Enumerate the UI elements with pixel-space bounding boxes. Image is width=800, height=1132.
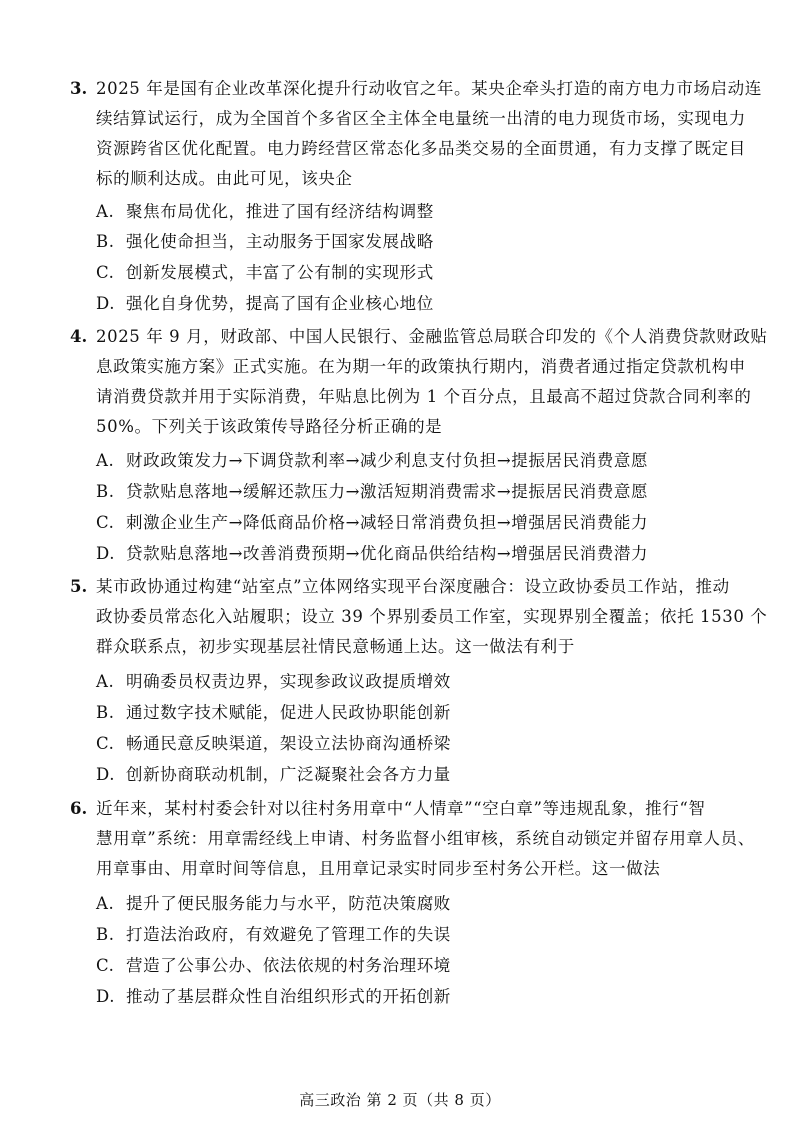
option-letter: C. <box>96 263 115 282</box>
option-d <box>96 543 648 565</box>
option-a <box>96 671 451 693</box>
option-a <box>96 201 434 223</box>
question-number: 3. <box>70 79 88 98</box>
question-stem-line: 用章事由、用章时间等信息，且用章记录实时同步至村务公开栏。这一做法 <box>96 859 661 878</box>
question-number: 5. <box>70 577 88 596</box>
option-text: 贷款贴息落地→改善消费预期→优化商品供给结构→增强居民消费潜力 <box>126 544 649 563</box>
question-stem-line: 资源跨省区优化配置。电力跨经营区常态化多品类交易的全面贯通，有力支撑了既定目 <box>96 139 746 158</box>
question-number: 4. <box>70 327 88 346</box>
option-a <box>96 450 648 472</box>
option-d <box>96 293 434 315</box>
question-stem-line: 续结算试运行，成为全国首个多省区全主体全电量统一出清的电力现货市场，实现电力 <box>96 109 746 128</box>
option-a <box>96 893 451 915</box>
question-stem-line: 50%。下列关于该政策传导路径分析正确的是 <box>96 417 443 436</box>
option-letter: B. <box>96 482 115 501</box>
option-d <box>96 986 451 1008</box>
option-letter: B. <box>96 232 115 251</box>
option-text: 通过数字技术赋能，促进人民政协职能创新 <box>126 703 451 722</box>
option-letter: B. <box>96 703 115 722</box>
option-text: 财政政策发力→下调贷款利率→减少利息支付负担→提振居民消费意愿 <box>126 451 649 470</box>
option-letter: D. <box>96 544 116 563</box>
option-text: 明确委员权责边界，实现参政议政提质增效 <box>126 672 451 691</box>
option-c <box>96 262 434 284</box>
option-text: 畅通民意反映渠道，架设立法协商沟通桥梁 <box>126 734 451 753</box>
option-letter: A. <box>96 894 115 913</box>
option-text: 聚焦布局优化，推进了国有经济结构调整 <box>126 202 434 221</box>
question-stem-line: 某市政协通过构建“站室点”立体网络实现平台深度融合：设立政协委员工作站，推动 <box>96 577 730 596</box>
option-b <box>96 231 434 253</box>
option-text: 强化自身优势，提高了国有企业核心地位 <box>126 294 434 313</box>
question-stem-line: 2025 年是国有企业改革深化提升行动收官之年。某央企牵头打造的南方电力市场启动连 <box>96 79 762 98</box>
option-text: 创新发展模式，丰富了公有制的实现形式 <box>126 263 434 282</box>
option-b <box>96 702 451 724</box>
option-letter: D. <box>96 987 116 1006</box>
option-text: 营造了公事公办、依法依规的村务治理环境 <box>126 956 451 975</box>
option-letter: A. <box>96 451 115 470</box>
option-letter: D. <box>96 294 116 313</box>
option-letter: C. <box>96 734 115 753</box>
question-stem-line: 标的顺利达成。由此可见，该央企 <box>96 169 353 188</box>
option-d <box>96 764 451 786</box>
question-stem-line: 近年来，某村村委会针对以往村务用章中“人情章”“空白章”等违规乱象，推行“智 <box>96 799 706 818</box>
option-text: 贷款贴息落地→缓解还款压力→激活短期消费需求→提振居民消费意愿 <box>126 482 649 501</box>
option-letter: A. <box>96 672 115 691</box>
option-letter: B. <box>96 925 115 944</box>
question-stem-line: 息政策实施方案》正式实施。在为期一年的政策执行期内，消费者通过指定贷款机构申 <box>96 357 746 376</box>
option-text: 提升了便民服务能力与水平，防范决策腐败 <box>126 894 451 913</box>
option-text: 推动了基层群众性自治组织形式的开拓创新 <box>126 987 451 1006</box>
page-footer: 高三政治 第 2 页（共 8 页） <box>299 1091 501 1109</box>
question-stem-line: 群众联系点，初步实现基层社情民意畅通上达。这一做法有利于 <box>96 637 575 656</box>
question-stem-line: 政协委员常态化入站履职；设立 39 个界别委员工作室，实现界别全覆盖；依托 1530 个 <box>96 607 768 626</box>
question-stem-line: 慧用章”系统：用章需经线上申请、村务监督小组审核，系统自动锁定并留存用章人员、 <box>96 829 755 848</box>
option-c <box>96 512 648 534</box>
option-letter: D. <box>96 765 116 784</box>
option-letter: A. <box>96 202 115 221</box>
question-stem-line: 2025 年 9 月，财政部、中国人民银行、金融监管总局联合印发的《个人消费贷款财政贴 <box>96 327 768 346</box>
option-c <box>96 955 451 977</box>
option-b <box>96 924 451 946</box>
option-letter: C. <box>96 956 115 975</box>
option-b <box>96 481 648 503</box>
option-c <box>96 733 451 755</box>
question-stem-line: 请消费贷款并用于实际消费，年贴息比例为 1 个百分点，且最高不超过贷款合同利率的 <box>96 387 752 406</box>
option-text: 创新协商联动机制，广泛凝聚社会各方力量 <box>126 765 451 784</box>
option-letter: C. <box>96 513 115 532</box>
question-number: 6. <box>70 799 88 818</box>
option-text: 强化使命担当，主动服务于国家发展战略 <box>126 232 434 251</box>
option-text: 打造法治政府，有效避免了管理工作的失误 <box>126 925 451 944</box>
option-text: 刺激企业生产→降低商品价格→减轻日常消费负担→增强居民消费能力 <box>126 513 649 532</box>
